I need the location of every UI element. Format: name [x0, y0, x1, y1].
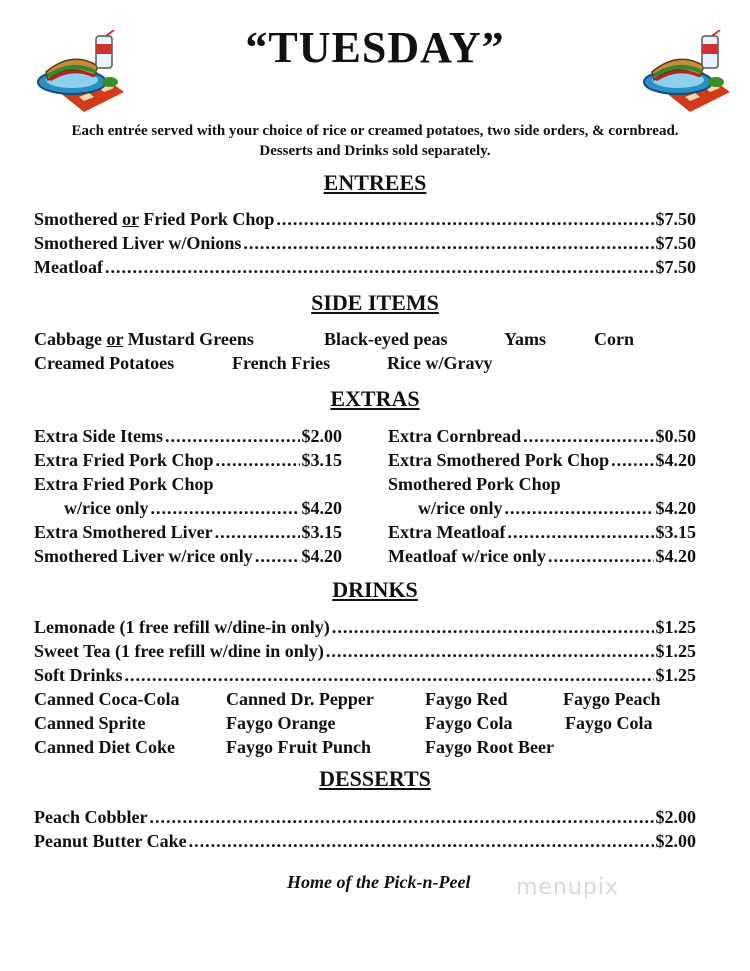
extra-item [388, 520, 696, 544]
leader-dots [215, 520, 300, 544]
drink-item [34, 663, 696, 687]
leader-dots [216, 448, 300, 472]
drink-item [34, 639, 696, 663]
extra-item [388, 496, 696, 520]
leader-dots [243, 231, 653, 255]
item-price: $2.00 [655, 831, 696, 851]
item-name: Smothered Liver w/rice only [34, 546, 253, 566]
leader-dots [523, 424, 653, 448]
item-name: Meatloaf w/rice only [388, 546, 546, 566]
item-price: $3.15 [301, 522, 342, 542]
item-name: Lemonade (1 free refill w/dine-in only) [34, 617, 330, 637]
item-price: $0.50 [655, 426, 696, 446]
extra-item [34, 448, 342, 472]
extra-item [388, 448, 696, 472]
extra-item [34, 424, 342, 448]
leader-dots [255, 544, 300, 568]
menu-item [34, 231, 696, 255]
extra-item [34, 544, 342, 568]
page-title: “TUESDAY” [245, 23, 505, 72]
leader-dots [326, 639, 654, 663]
item-name: Extra Meatloaf [388, 522, 506, 542]
item-name: w/rice only [64, 498, 149, 518]
side-item: Creamed Potatoes [34, 353, 175, 373]
item-name: Smothered Liver w/Onions [34, 233, 242, 253]
drink-option: Faygo Cola [425, 713, 513, 733]
item-name: Smothered or Fried Pork Chop [34, 209, 275, 229]
entrees-heading: ENTREES [323, 170, 427, 195]
item-price: $4.20 [301, 546, 342, 566]
drink-option: Canned Sprite [34, 713, 146, 733]
drink-item [34, 615, 696, 639]
item-price: $3.15 [301, 450, 342, 470]
dessert-item [34, 829, 696, 853]
leader-dots [165, 424, 300, 448]
item-price: $4.20 [655, 450, 696, 470]
item-price: $3.15 [655, 522, 696, 542]
item-price: $2.00 [655, 807, 696, 827]
extra-item [388, 544, 696, 568]
drink-option: Faygo Orange [226, 713, 336, 733]
drink-option: Faygo Fruit Punch [226, 737, 372, 757]
item-price: $2.00 [301, 426, 342, 446]
side-items-heading: SIDE ITEMS [311, 290, 439, 315]
side-item: Cabbage or Mustard Greens [34, 329, 254, 349]
extra-item [388, 424, 696, 448]
leader-dots [105, 255, 654, 279]
subtitle-line-1: Each entrée served with your choice of rice or creamed potatoes, two side orders, & cornbread. [71, 123, 679, 139]
side-item: Black-eyed peas [324, 329, 448, 349]
subtitle [0, 121, 750, 161]
drink-option: Canned Dr. Pepper [226, 689, 374, 709]
menu-item [34, 255, 696, 279]
drink-option: Faygo Red [425, 689, 508, 709]
leader-dots [149, 805, 653, 829]
item-price: $4.20 [301, 498, 342, 518]
menu-item [34, 207, 696, 231]
drink-option: Faygo Cola [565, 713, 653, 733]
extras-heading: EXTRAS [330, 386, 420, 411]
item-name: Extra Fried Pork Chop [34, 450, 214, 470]
item-name: Soft Drinks [34, 665, 123, 685]
leader-dots [507, 520, 653, 544]
leader-dots [125, 663, 654, 687]
dessert-item [34, 805, 696, 829]
leader-dots [332, 615, 654, 639]
item-price: $7.50 [655, 233, 696, 253]
item-name: Sweet Tea (1 free refill w/dine in only) [34, 641, 324, 661]
item-name: Peanut Butter Cake [34, 831, 187, 851]
item-price: $1.25 [655, 665, 696, 685]
drink-option: Canned Diet Coke [34, 737, 176, 757]
item-name: Extra Cornbread [388, 426, 522, 446]
item-name: Extra Side Items [34, 426, 163, 446]
drink-option: Faygo Root Beer [425, 737, 554, 757]
watermark: menupix [516, 875, 619, 900]
item-price: $1.25 [655, 617, 696, 637]
side-item: Yams [504, 329, 547, 349]
item-price: $1.25 [655, 641, 696, 661]
item-price: $7.50 [655, 257, 696, 277]
item-price: $4.20 [655, 546, 696, 566]
side-item: Rice w/Gravy [387, 353, 493, 373]
leader-dots [189, 829, 654, 853]
item-name: Extra Smothered Liver [34, 522, 213, 542]
leader-dots [150, 496, 299, 520]
drinks-heading: DRINKS [332, 577, 418, 602]
side-item: French Fries [232, 353, 331, 373]
leader-dots [504, 496, 653, 520]
item-price: $7.50 [655, 209, 696, 229]
footer-tagline: Home of the Pick-n-Peel [287, 872, 471, 892]
item-name: Extra Smothered Pork Chop [388, 450, 610, 470]
leader-dots [548, 544, 654, 568]
extra-item-title: Extra Fried Pork Chop [34, 474, 214, 494]
subtitle-line-2: Desserts and Drinks sold separately. [259, 143, 491, 159]
drink-option: Canned Coca-Cola [34, 689, 180, 709]
item-name: w/rice only [418, 498, 503, 518]
item-name: Peach Cobbler [34, 807, 148, 827]
drink-option: Faygo Peach [563, 689, 661, 709]
item-name: Meatloaf [34, 257, 103, 277]
leader-dots [276, 207, 653, 231]
desserts-heading: DESSERTS [319, 766, 431, 791]
leader-dots [611, 448, 653, 472]
extra-item [34, 496, 342, 520]
item-price: $4.20 [655, 498, 696, 518]
extra-item-title: Smothered Pork Chop [388, 474, 561, 494]
extra-item [34, 520, 342, 544]
side-item: Corn [594, 329, 634, 349]
